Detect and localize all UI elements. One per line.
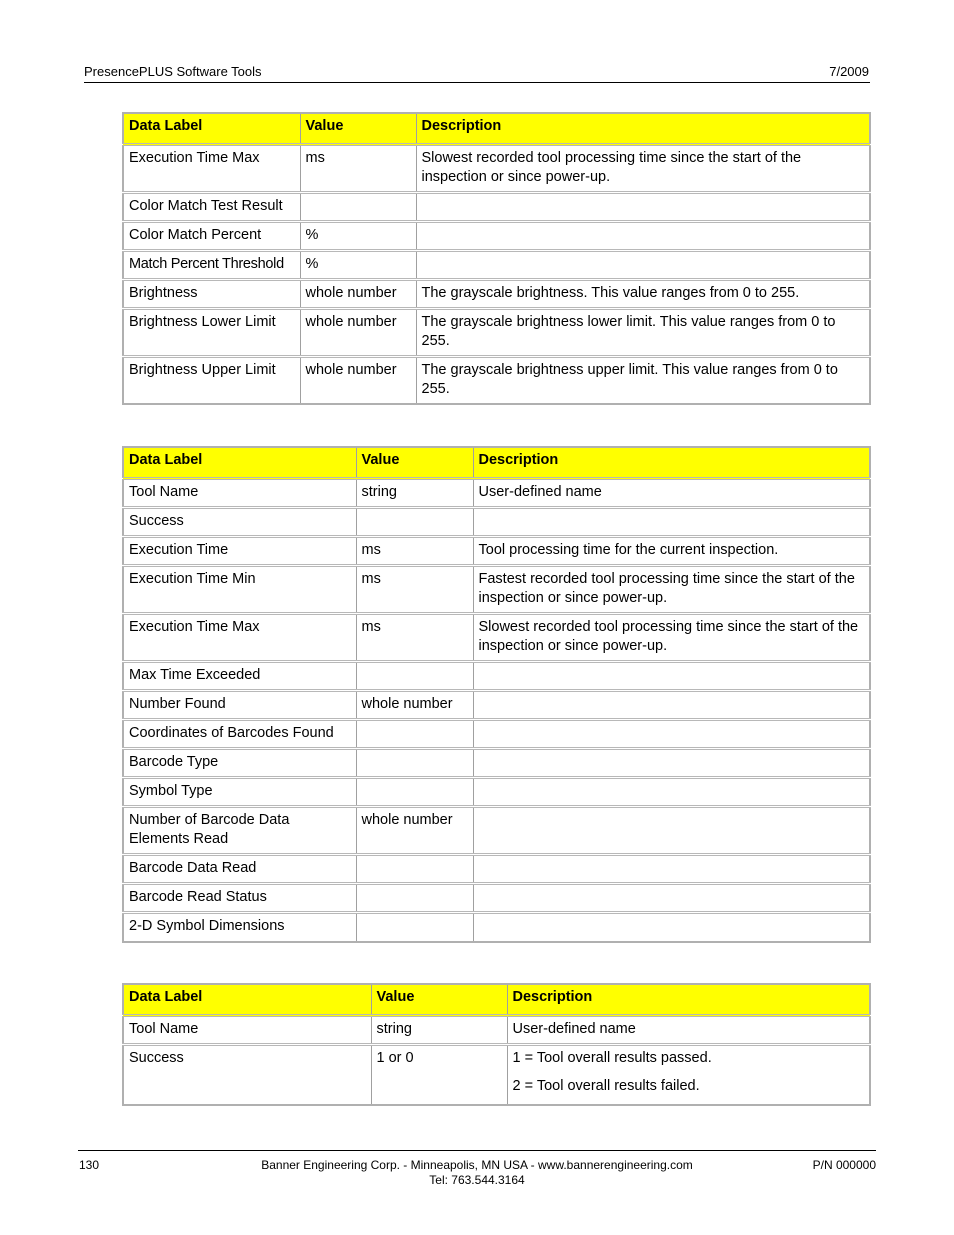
cell-value xyxy=(356,884,473,913)
cell-description: The grayscale brightness upper limit. This value ranges from 0 to 255. xyxy=(416,357,870,405)
cell-description: User-defined name xyxy=(473,479,870,508)
cell-label: Coordinates of Barcodes Found xyxy=(123,720,356,749)
footer-tel: Tel: 763.544.3164 xyxy=(429,1173,525,1187)
table-row xyxy=(123,479,870,508)
cell-description xyxy=(473,884,870,913)
column-header: Data Label xyxy=(123,447,356,479)
cell-label: Tool Name xyxy=(123,479,356,508)
column-header: Value xyxy=(300,113,416,145)
cell-label: Barcode Read Status xyxy=(123,884,356,913)
cell-value: 1 or 0 xyxy=(371,1045,507,1105)
cell-label: Execution Time xyxy=(123,537,356,566)
data-table-1 xyxy=(122,112,871,405)
column-header: Data Label xyxy=(123,984,371,1016)
table-row xyxy=(123,778,870,807)
footer-company xyxy=(0,1158,954,1188)
cell-label: Symbol Type xyxy=(123,778,356,807)
cell-description: The grayscale brightness. This value ranges from 0 to 255. xyxy=(416,280,870,309)
cell-value: ms xyxy=(356,566,473,614)
cell-description xyxy=(416,193,870,222)
table-row xyxy=(123,807,870,855)
cell-value: ms xyxy=(356,537,473,566)
table-header-row xyxy=(123,447,870,479)
cell-label: Tool Name xyxy=(123,1016,371,1045)
table-header-row xyxy=(123,113,870,145)
cell-value xyxy=(356,662,473,691)
cell-label: Color Match Test Result xyxy=(123,193,300,222)
data-table-2 xyxy=(122,446,871,943)
column-header: Description xyxy=(507,984,870,1016)
cell-value: whole number xyxy=(300,309,416,357)
header-date: 7/2009 xyxy=(829,64,869,79)
cell-label: Brightness xyxy=(123,280,300,309)
column-header: Value xyxy=(356,447,473,479)
cell-description xyxy=(416,222,870,251)
table-row xyxy=(123,913,870,942)
cell-description: Fastest recorded tool processing time since the start of the inspection or since power-up. xyxy=(473,566,870,614)
table-row xyxy=(123,720,870,749)
cell-value: string xyxy=(371,1016,507,1045)
cell-label: Brightness Upper Limit xyxy=(123,357,300,405)
cell-description xyxy=(473,508,870,537)
cell-value: whole number xyxy=(356,691,473,720)
cell-description: Tool processing time for the current inspection. xyxy=(473,537,870,566)
table-row xyxy=(123,566,870,614)
header-title: PresencePLUS Software Tools xyxy=(84,64,262,79)
cell-label: Number Found xyxy=(123,691,356,720)
cell-label: Execution Time Max xyxy=(123,614,356,662)
cell-label: Barcode Type xyxy=(123,749,356,778)
cell-description xyxy=(473,662,870,691)
cell-description xyxy=(473,778,870,807)
cell-label: Execution Time Min xyxy=(123,566,356,614)
table-row xyxy=(123,884,870,913)
table-header-row xyxy=(123,984,870,1016)
page-number: 130 xyxy=(79,1158,100,1172)
cell-label: Brightness Lower Limit xyxy=(123,309,300,357)
column-header: Data Label xyxy=(123,113,300,145)
column-header: Description xyxy=(473,447,870,479)
table-row xyxy=(123,508,870,537)
table-row xyxy=(123,749,870,778)
cell-label: 2-D Symbol Dimensions xyxy=(123,913,356,942)
cell-description xyxy=(473,691,870,720)
cell-description xyxy=(473,749,870,778)
footer-rule xyxy=(78,1150,876,1151)
cell-value xyxy=(356,855,473,884)
cell-description: The grayscale brightness lower limit. This value ranges from 0 to 255. xyxy=(416,309,870,357)
table-row xyxy=(123,251,870,280)
table-row xyxy=(123,691,870,720)
cell-description xyxy=(507,1045,870,1105)
cell-value: whole number xyxy=(356,807,473,855)
cell-label: Match Percent Threshold xyxy=(123,251,300,280)
cell-value xyxy=(300,193,416,222)
cell-label: Color Match Percent xyxy=(123,222,300,251)
cell-value: string xyxy=(356,479,473,508)
cell-value xyxy=(356,720,473,749)
cell-value: ms xyxy=(300,145,416,193)
cell-label: Max Time Exceeded xyxy=(123,662,356,691)
cell-description: User-defined name xyxy=(507,1016,870,1045)
table-row xyxy=(123,855,870,884)
cell-value: % xyxy=(300,222,416,251)
table-row xyxy=(123,222,870,251)
cell-label: Number of Barcode Data Elements Read xyxy=(123,807,356,855)
cell-value: whole number xyxy=(300,357,416,405)
cell-description: Slowest recorded tool processing time since the start of the inspection or since power-up. xyxy=(416,145,870,193)
cell-label: Execution Time Max xyxy=(123,145,300,193)
cell-value xyxy=(356,749,473,778)
header-rule xyxy=(84,82,870,83)
cell-description: Slowest recorded tool processing time since the start of the inspection or since power-up. xyxy=(473,614,870,662)
table-row xyxy=(123,1016,870,1045)
cell-value xyxy=(356,778,473,807)
data-table-3 xyxy=(122,983,871,1106)
cell-value: whole number xyxy=(300,280,416,309)
table-row xyxy=(123,537,870,566)
cell-value xyxy=(356,508,473,537)
table-row xyxy=(123,193,870,222)
cell-description xyxy=(473,855,870,884)
column-header: Description xyxy=(416,113,870,145)
footer-company-line: Banner Engineering Corp. - Minneapolis, MN USA - www.bannerengineering.com xyxy=(261,1158,693,1172)
cell-value xyxy=(356,913,473,942)
description-line: 1 = Tool overall results passed. xyxy=(512,1050,712,1066)
table-row xyxy=(123,662,870,691)
table-row xyxy=(123,1045,870,1105)
table-row xyxy=(123,614,870,662)
cell-description xyxy=(473,807,870,855)
cell-value: % xyxy=(300,251,416,280)
cell-label: Success xyxy=(123,1045,371,1105)
table-row xyxy=(123,280,870,309)
cell-description xyxy=(416,251,870,280)
table-row xyxy=(123,309,870,357)
cell-label: Success xyxy=(123,508,356,537)
part-number: P/N 000000 xyxy=(812,1158,876,1172)
description-line: 2 = Tool overall results failed. xyxy=(512,1078,700,1094)
column-header: Value xyxy=(371,984,507,1016)
table-row xyxy=(123,145,870,193)
cell-value: ms xyxy=(356,614,473,662)
cell-label: Barcode Data Read xyxy=(123,855,356,884)
cell-description xyxy=(473,720,870,749)
cell-description xyxy=(473,913,870,942)
table-row xyxy=(123,357,870,405)
